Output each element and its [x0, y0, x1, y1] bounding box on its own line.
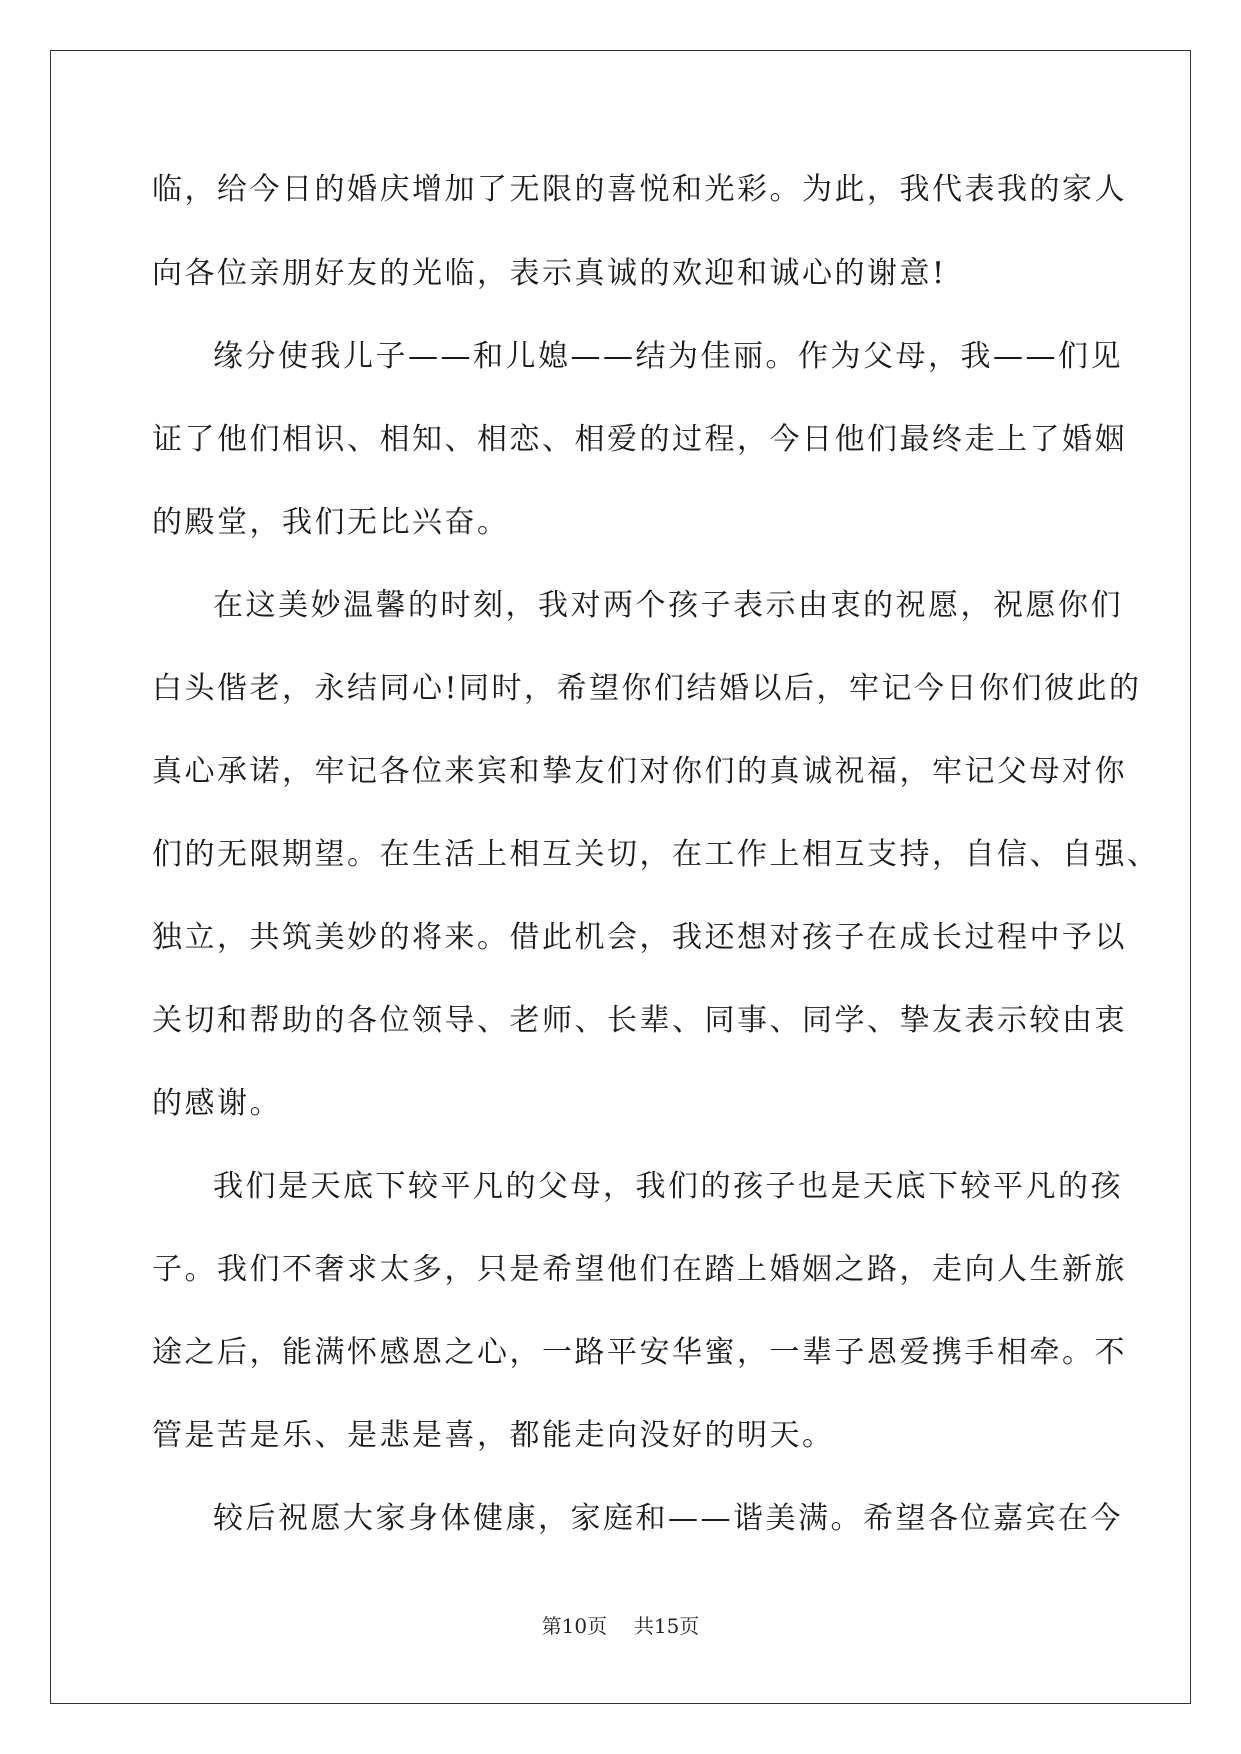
text-line: 白头偕老，永结同心!同时，希望你们结婚以后，牢记今日你们彼此的	[152, 671, 1142, 706]
text-line: 独立，共筑美妙的将来。借此机会，我还想对孩子在成长过程中予以	[152, 920, 1127, 955]
total-pages: 共15页	[633, 1614, 700, 1638]
text-line: 真心承诺，牢记各位来宾和挚友们对你们的真诚祝福，牢记父母对你	[152, 754, 1127, 789]
page-number: 第10页	[541, 1614, 608, 1638]
text-line: 们的无限期望。在生活上相互关切，在工作上相互支持，自信、自强、	[152, 837, 1160, 872]
text-line: 管是苦是乐、是悲是喜，都能走向没好的明天。	[152, 1418, 835, 1453]
text-line: 途之后，能满怀感恩之心，一路平安华蜜，一辈子恩爱携手相牵。不	[152, 1335, 1127, 1370]
text-line: 关切和帮助的各位领导、老师、长辈、同事、同学、挚友表示较由衷	[152, 1003, 1127, 1038]
text-line: 子。我们不奢求太多，只是希望他们在踏上婚姻之路，走向人生新旅	[152, 1252, 1127, 1287]
paragraph-start-line: 缘分使我儿子——和儿媳——结为佳丽。作为父母，我——们见	[213, 339, 1123, 374]
text-line: 的感谢。	[152, 1086, 282, 1121]
paragraph-start-line: 较后祝愿大家身体健康，家庭和——谐美满。希望各位嘉宾在今	[213, 1501, 1123, 1536]
paragraph-start-line: 我们是天底下较平凡的父母，我们的孩子也是天底下较平凡的孩	[213, 1169, 1123, 1204]
text-line: 证了他们相识、相知、相恋、相爱的过程，今日他们最终走上了婚姻	[152, 422, 1127, 457]
page-footer	[0, 1614, 1241, 1638]
text-line: 的殿堂，我们无比兴奋。	[152, 505, 510, 540]
text-line: 向各位亲朋好友的光临，表示真诚的欢迎和诚心的谢意!	[152, 256, 947, 291]
paragraph-start-line: 在这美妙温馨的时刻，我对两个孩子表示由衷的祝愿，祝愿你们	[213, 588, 1123, 623]
text-line: 临，给今日的婚庆增加了无限的喜悦和光彩。为此，我代表我的家人	[152, 172, 1127, 207]
